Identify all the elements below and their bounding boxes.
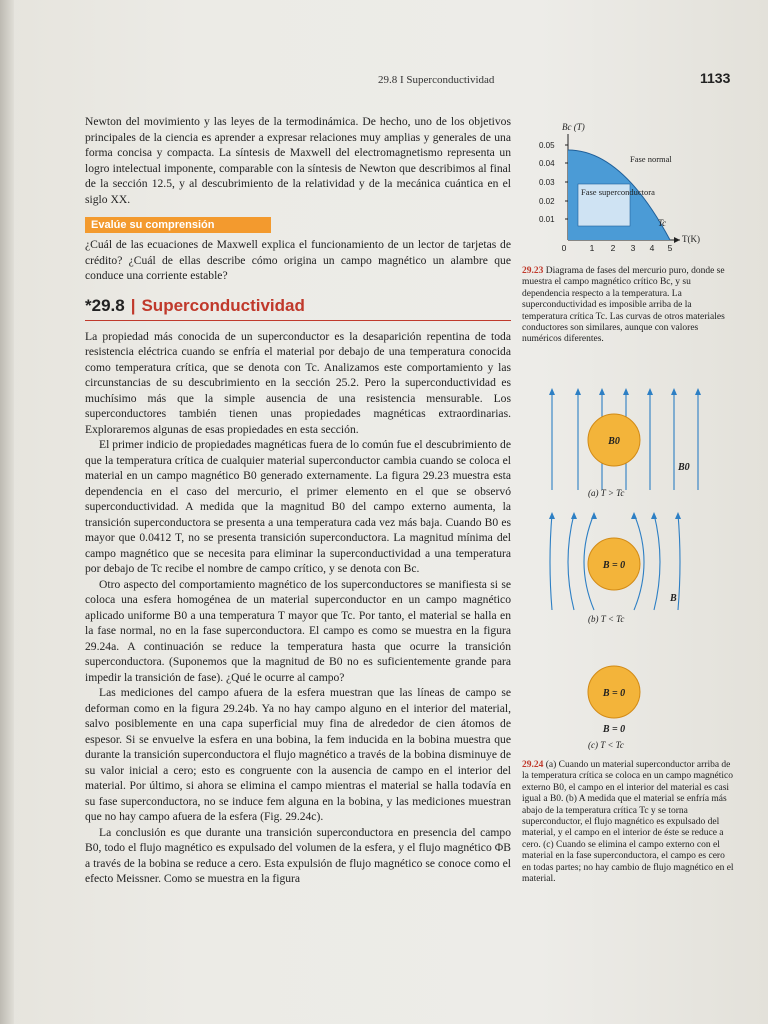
x-tick-labels <box>562 243 673 253</box>
check-understanding-question: ¿Cuál de las ecuaciones de Maxwell explica el funcionamiento de un lector de tarjetas de crédito? ¿Cuál de ellas describe cómo origina un campo magnético un alambre que conduce una corriente estable? <box>85 238 511 282</box>
x-axis-label: T(K) <box>682 234 700 244</box>
sphere-c-field-label: B = 0 <box>602 688 626 699</box>
x-axis-arrow <box>674 237 680 243</box>
meissner-figure-b <box>522 508 722 618</box>
meissner-figure-a <box>522 384 722 504</box>
page-number: 1133 <box>700 70 731 86</box>
running-head: 29.8 I Superconductividad <box>378 74 495 86</box>
main-column <box>85 114 511 887</box>
x-tick-label: 0 <box>561 243 567 253</box>
figure-29-24-caption <box>522 760 734 885</box>
check-understanding-label: Evalúe su comprensión <box>85 217 271 233</box>
external-field-label-a: B0 <box>678 462 690 473</box>
x-tick-label: 5 <box>667 243 673 253</box>
body-paragraph-4: Las mediciones del campo afuera de la esfera muestran que las líneas de campo se deforman como en la figura 29.24b. Ya no hay campo alguno en el interior del material, salvo posiblemente en una capa superficial muy fina de alrededor de cien átomos de espesor. Si se envuelve la esfera en una bobina, la fem inducida en la bobina muestra que durante la transición superconductora el flujo magnético a través de la bobina disminuye de su valor inicial a cero; esto es congruente con la ausencia de campo en el interior del material. Por último, si ahora se elimina el campo mientras el material se halla todavía en su fase superconductora, no se induce fem alguna en la bobina, y las mediciones muestran que no hay campo afuera de la esfera (Fig. 29.24c). <box>85 686 511 823</box>
meissner-figure-c <box>522 658 722 738</box>
section-rule <box>85 320 511 321</box>
y-tick-label: 0.01 <box>539 215 555 224</box>
tc-label: Tc <box>658 218 667 228</box>
superconducting-phase-label: Fase superconductora <box>581 187 655 197</box>
y-tick-label: 0.05 <box>539 141 555 150</box>
caption-number: 29.23 <box>522 266 544 276</box>
field-arrows-b <box>549 512 681 519</box>
section-heading <box>85 296 511 316</box>
phase-diagram-figure <box>522 118 722 258</box>
figure-b-label: (b) T < Tc <box>588 614 625 624</box>
y-tick-label: 0.03 <box>539 178 555 187</box>
x-tick-label: 3 <box>630 243 636 253</box>
page-gutter-shadow <box>0 0 14 1024</box>
y-tick-label: 0.04 <box>539 159 555 168</box>
figure-a-label: (a) T > Tc <box>588 488 625 498</box>
section-title: Superconductividad <box>141 295 305 315</box>
body-paragraph-3: Otro aspecto del comportamiento magnético de los superconductores se manifiesta si se coloca una esfera homogénea de un material superconductor en un campo magnético aplicado uniforme B0 a una temperatura T mayor que Tc. Por tanto, el material se halla en la fase normal, no en la fase superconductora. El campo es como se muestra en la figura 29.24a. A continuación se reduce la temperatura hasta que ocurre la transición superconductora. (Suponemos que la magnitud de B0 no es suficientemente grande para impedir la transición de fase). ¿Qué le ocurre al campo? <box>85 577 511 684</box>
y-tick-labels <box>539 141 555 224</box>
y-axis-label: Bc (T) <box>562 122 585 132</box>
field-arrows-a <box>549 388 701 395</box>
caption-text: (a) Cuando un material superconductor arriba de la temperatura crítica se coloca en un campo magnético externo B0, el campo en el interior del material es casi igual a B0. (b) A medida que el material se enfría más abajo de la temperatura crítica Tc y se torna superconductor, el flujo magnético es expulsado del material, y el campo en el interior de éste se reduce a cero. (c) Cuando se elimina el campo externo con el material en la fase superconductora, el campo es cero en todas partes; no hay cambio de flujo magnético en el material. <box>522 760 734 885</box>
section-number: *29.8 <box>85 295 125 315</box>
x-tick-label: 2 <box>610 243 616 253</box>
normal-phase-label: Fase normal <box>630 154 672 164</box>
external-field-label-b: B <box>670 593 677 604</box>
body-paragraph-2: El primer indicio de propiedades magnéticas fuera de lo común fue el descubrimiento de que la temperatura crítica de cualquier material superconductor cambia cuando se coloca el material en un campo magnético B0 generado externamente. La figura 29.23 muestra esta dependencia en el caso del mercurio, el primer elemento en el que se observó superconductividad. A medida que la magnitud B0 del campo externo aumenta, la transición superconductora se presenta a una temperatura cada vez más baja. Cuando B0 es mayor que 0.0412 T, no se presenta transición superconductora. La magnitud mínima del campo magnético que se necesita para eliminar la superconductividad a una temperatura por debajo de Tc recibe el nombre de campo crítico, y se denota con Bc. <box>85 438 511 575</box>
caption-text: Diagrama de fases del mercurio puro, donde se muestra el campo magnético crítico Bc, y su dependencia respecto a la temperatura. La superconductividad es imposible arriba de la temperatura crítica Tc. Las curvas de otros materiales conductores son similares, aunque con valores numéricos diferentes. <box>522 266 725 345</box>
sphere-b-field-label: B = 0 <box>602 560 626 571</box>
external-field-label-c: B = 0 <box>602 724 626 735</box>
body-paragraph-5: La conclusión es que durante una transición superconductora en presencia del campo B0, todo el flujo magnético es expulsado del volumen de la esfera, y el flujo magnético ΦB a través de la bobina se reduce a cero. Esta expulsión de flujo magnético se conoce como el efecto Meissner. Como se muestra en la figura <box>85 825 511 885</box>
section-separator: | <box>130 295 136 315</box>
figure-c-label: (c) T < Tc <box>588 740 624 750</box>
caption-number: 29.24 <box>522 760 544 770</box>
sphere-a-field-label: B0 <box>608 436 620 447</box>
body-paragraph-1: La propiedad más conocida de un superconductor es la desaparición repentina de toda resistencia eléctrica cuando se enfría el material por debajo de una temperatura conocida como temperatura crítica, que se denota con Tc. Analizamos este comportamiento y las circunstancias de su descubrimiento en la sección 25.2. Pero la superconductividad es muchísimo más que la simple ausencia de una resistencia mensurable. Los superconductores también tienen unas propiedades magnéticas extraordinarias. Exploraremos algunas de esas propiedades en esta sección. <box>85 329 511 436</box>
y-tick-label: 0.02 <box>539 197 555 206</box>
x-tick-label: 4 <box>649 243 655 253</box>
opener-paragraph: Newton del movimiento y las leyes de la termodinámica. De hecho, uno de los objetivos principales de la ciencia es aprender a expresar relaciones muy amplias y generales de una forma concisa y compacta. La síntesis de Maxwell del electromagnetismo representa un logro intelectual imponente, comparable con la síntesis de Newton que describimos al final de la sección 12.5, y al descubrimiento de la relatividad y de la mecánica cuántica en el siglo XX. <box>85 115 511 206</box>
x-tick-label: 1 <box>589 243 595 253</box>
figure-29-23-caption <box>522 266 734 346</box>
